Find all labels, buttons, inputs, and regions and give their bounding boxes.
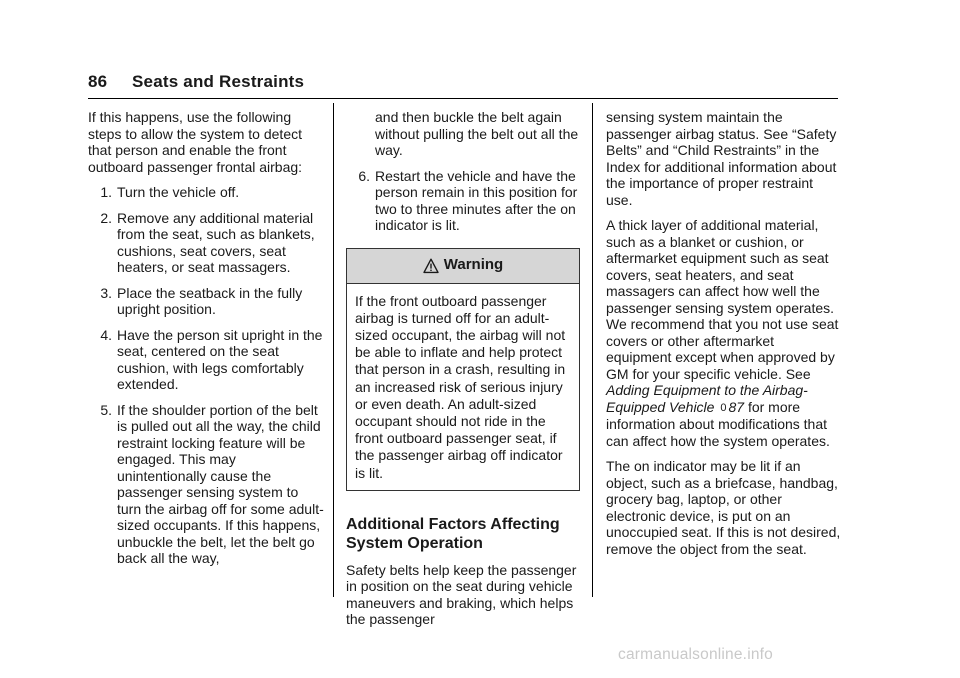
column-3	[606, 109, 842, 557]
cross-reference-page[interactable]: 87	[728, 398, 745, 415]
cross-reference-link[interactable]: Adding Equipment to the Airbag-Equipped Vehicle	[606, 382, 808, 415]
column-divider	[333, 103, 334, 597]
step-text: If the shoulder portion of the belt is pulled out all the way, the child restraint locking feature will be engaged. This may unintentionally cause the passenger sensing system to turn the airbag off for some adult-sized occupants. If this happens, unbuckle the belt, let the belt go back all the way,	[117, 401, 324, 566]
watermark: carmanualsonline.info	[618, 646, 773, 663]
warning-box	[346, 248, 580, 491]
step-text: Remove any additional material from the seat, such as blankets, cushions, seat covers, seat heaters, or seat massagers.	[117, 209, 315, 275]
warning-title: Warning	[443, 256, 504, 274]
step-text: Turn the vehicle off.	[117, 184, 240, 200]
column-1	[88, 109, 324, 567]
header-rule	[88, 98, 838, 99]
step-5-continuation: and then buckle the belt again without pulling the belt out all the way.	[375, 109, 579, 158]
step-6	[346, 168, 580, 234]
step-5	[88, 402, 324, 567]
paragraph: sensing system maintain the passenger airbag status. See “Safety Belts” and “Child Restraints” in the Index for additional information about the importance of proper restraint use.	[606, 109, 837, 208]
step-text: Place the seatback in the fully upright position.	[117, 284, 303, 317]
warning-body: If the front outboard passenger airbag is turned off for an adult-sized occupant, the airbag will not be able to inflate and help protect that person in a crash, resulting in an increased risk of serious injury or even death. An adult-sized occupant should not ride in the front outboard passenger seat, if the passenger airbag off indicator is lit.	[355, 292, 566, 481]
paragraph-with-reference	[606, 217, 842, 449]
step-number: 5.	[100, 401, 112, 418]
paragraph-text: for more information about modifications that can affect how the system operates.	[606, 398, 830, 449]
paragraph: The on indicator may be lit if an object, such as a briefcase, handbag, grocery bag, laptop, or other electronic device, is put on an unoccupied seat. If this is not desired, remove the object from the seat.	[606, 458, 841, 557]
intro-paragraph: If this happens, use the following steps to allow the system to detect that person and enable the front outboard passenger frontal airbag:	[88, 109, 303, 175]
column-divider	[592, 103, 593, 597]
step-1	[88, 184, 324, 201]
step-number: 2.	[100, 209, 112, 226]
step-number: 6.	[358, 167, 370, 184]
warning-header	[347, 249, 579, 284]
section-subheading: Additional Factors Affecting System Operation	[346, 515, 560, 552]
step-2	[88, 210, 324, 276]
step-3	[88, 285, 324, 318]
section-title: Seats and Restraints	[132, 72, 305, 91]
step-text: Restart the vehicle and have the person remain in this position for two to three minutes after the on indicator is lit.	[375, 167, 578, 233]
step-4	[88, 327, 324, 393]
step-number: 4.	[100, 326, 112, 343]
page-reference-icon: 0	[720, 401, 727, 414]
step-number: 3.	[100, 284, 112, 301]
step-number: 1.	[100, 184, 112, 200]
page-number: 86	[88, 72, 108, 91]
page-header	[88, 72, 838, 98]
step-text: Have the person sit upright in the seat, centered on the seat cushion, with legs comfortably extended.	[117, 326, 323, 392]
paragraph: Safety belts help keep the passenger in position on the seat during vehicle maneuvers and braking, which helps the passenger	[346, 561, 577, 628]
warning-icon	[423, 258, 439, 274]
paragraph-text: A thick layer of additional material, such as a blanket or cushion, or aftermarket equipment such as seat covers, seat heaters, and seat massagers can affect how well the passenger sensing system operates. We recommend that you not use seat covers or other aftermarket equipment except when approved by GM for your specific vehicle. See	[606, 217, 839, 382]
column-2	[346, 109, 580, 628]
